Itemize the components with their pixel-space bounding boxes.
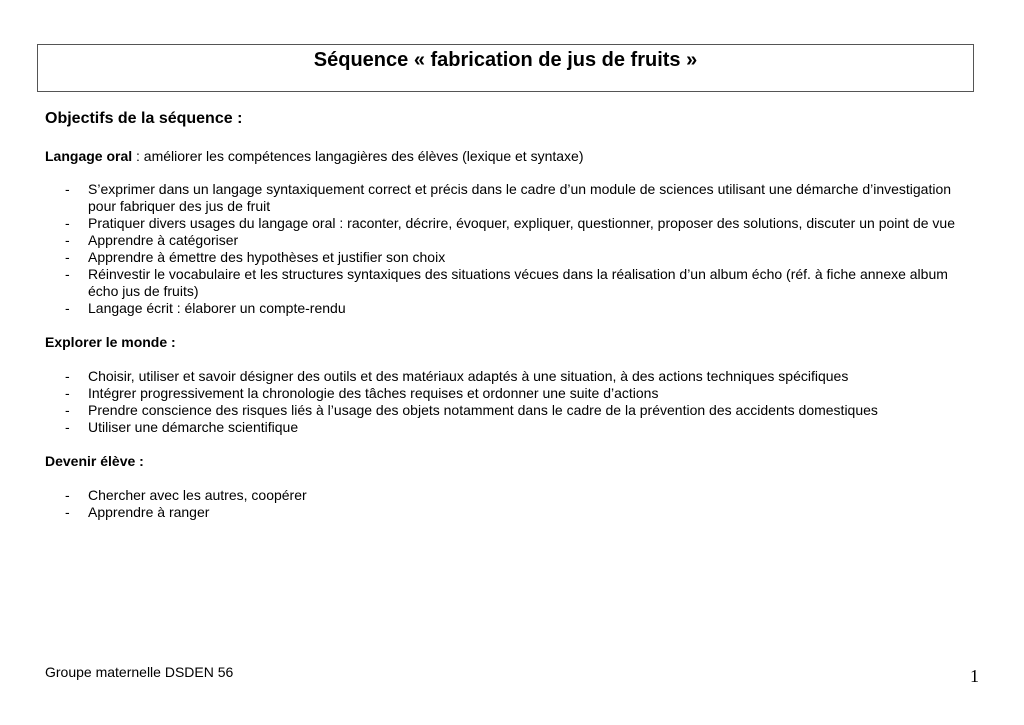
document-body xyxy=(45,108,980,538)
list-item: - Langage écrit : élaborer un compte-rendu xyxy=(45,300,980,317)
list-item: - Prendre conscience des risques liés à l’usage des objets notamment dans le cadre de la prévention des accidents domestiques xyxy=(45,402,980,419)
list-item: - Réinvestir le vocabulaire et les structures syntaxiques des situations vécues dans la réalisation d’un album écho (réf. à fiche annexe album écho jus de fruits) xyxy=(45,266,980,300)
list-item: - Intégrer progressivement la chronologie des tâches requises et ordonner une suite d’actions xyxy=(45,385,980,402)
explorer-list xyxy=(45,368,980,436)
list-item: - Pratiquer divers usages du langage oral : raconter, décrire, évoquer, expliquer, questionner, proposer des solutions, discuter un point de vue xyxy=(45,215,980,232)
explorer-heading: Explorer le monde : xyxy=(45,334,176,350)
devenir-heading: Devenir élève : xyxy=(45,453,144,469)
langage-oral-intro xyxy=(45,148,980,165)
title-box xyxy=(37,44,974,92)
list-item: - S’exprimer dans un langage syntaxiquement correct et précis dans le cadre d’un module de sciences utilisant une démarche d’investigation pour fabriquer des jus de fruit xyxy=(45,181,980,215)
langage-oral-list xyxy=(45,181,980,317)
list-item: - Choisir, utiliser et savoir désigner des outils et des matériaux adaptés à une situation, à des actions techniques spécifiques xyxy=(45,368,980,385)
list-item: - Utiliser une démarche scientifique xyxy=(45,419,980,436)
list-item: - Apprendre à ranger xyxy=(45,504,980,521)
objectives-heading: Objectifs de la séquence : xyxy=(45,110,243,127)
footer-text: Groupe maternelle DSDEN 56 xyxy=(45,664,234,680)
list-item: - Chercher avec les autres, coopérer xyxy=(45,487,980,504)
list-item: - Apprendre à émettre des hypothèses et justifier son choix xyxy=(45,249,980,266)
list-item: - Apprendre à catégoriser xyxy=(45,232,980,249)
devenir-list xyxy=(45,487,980,521)
page-title: Séquence « fabrication de jus de fruits » xyxy=(313,49,698,71)
langage-oral-text: : améliorer les compétences langagières des élèves (lexique et syntaxe) xyxy=(132,148,584,164)
langage-oral-label: Langage oral xyxy=(45,148,133,164)
page-number: 1 xyxy=(970,666,979,686)
